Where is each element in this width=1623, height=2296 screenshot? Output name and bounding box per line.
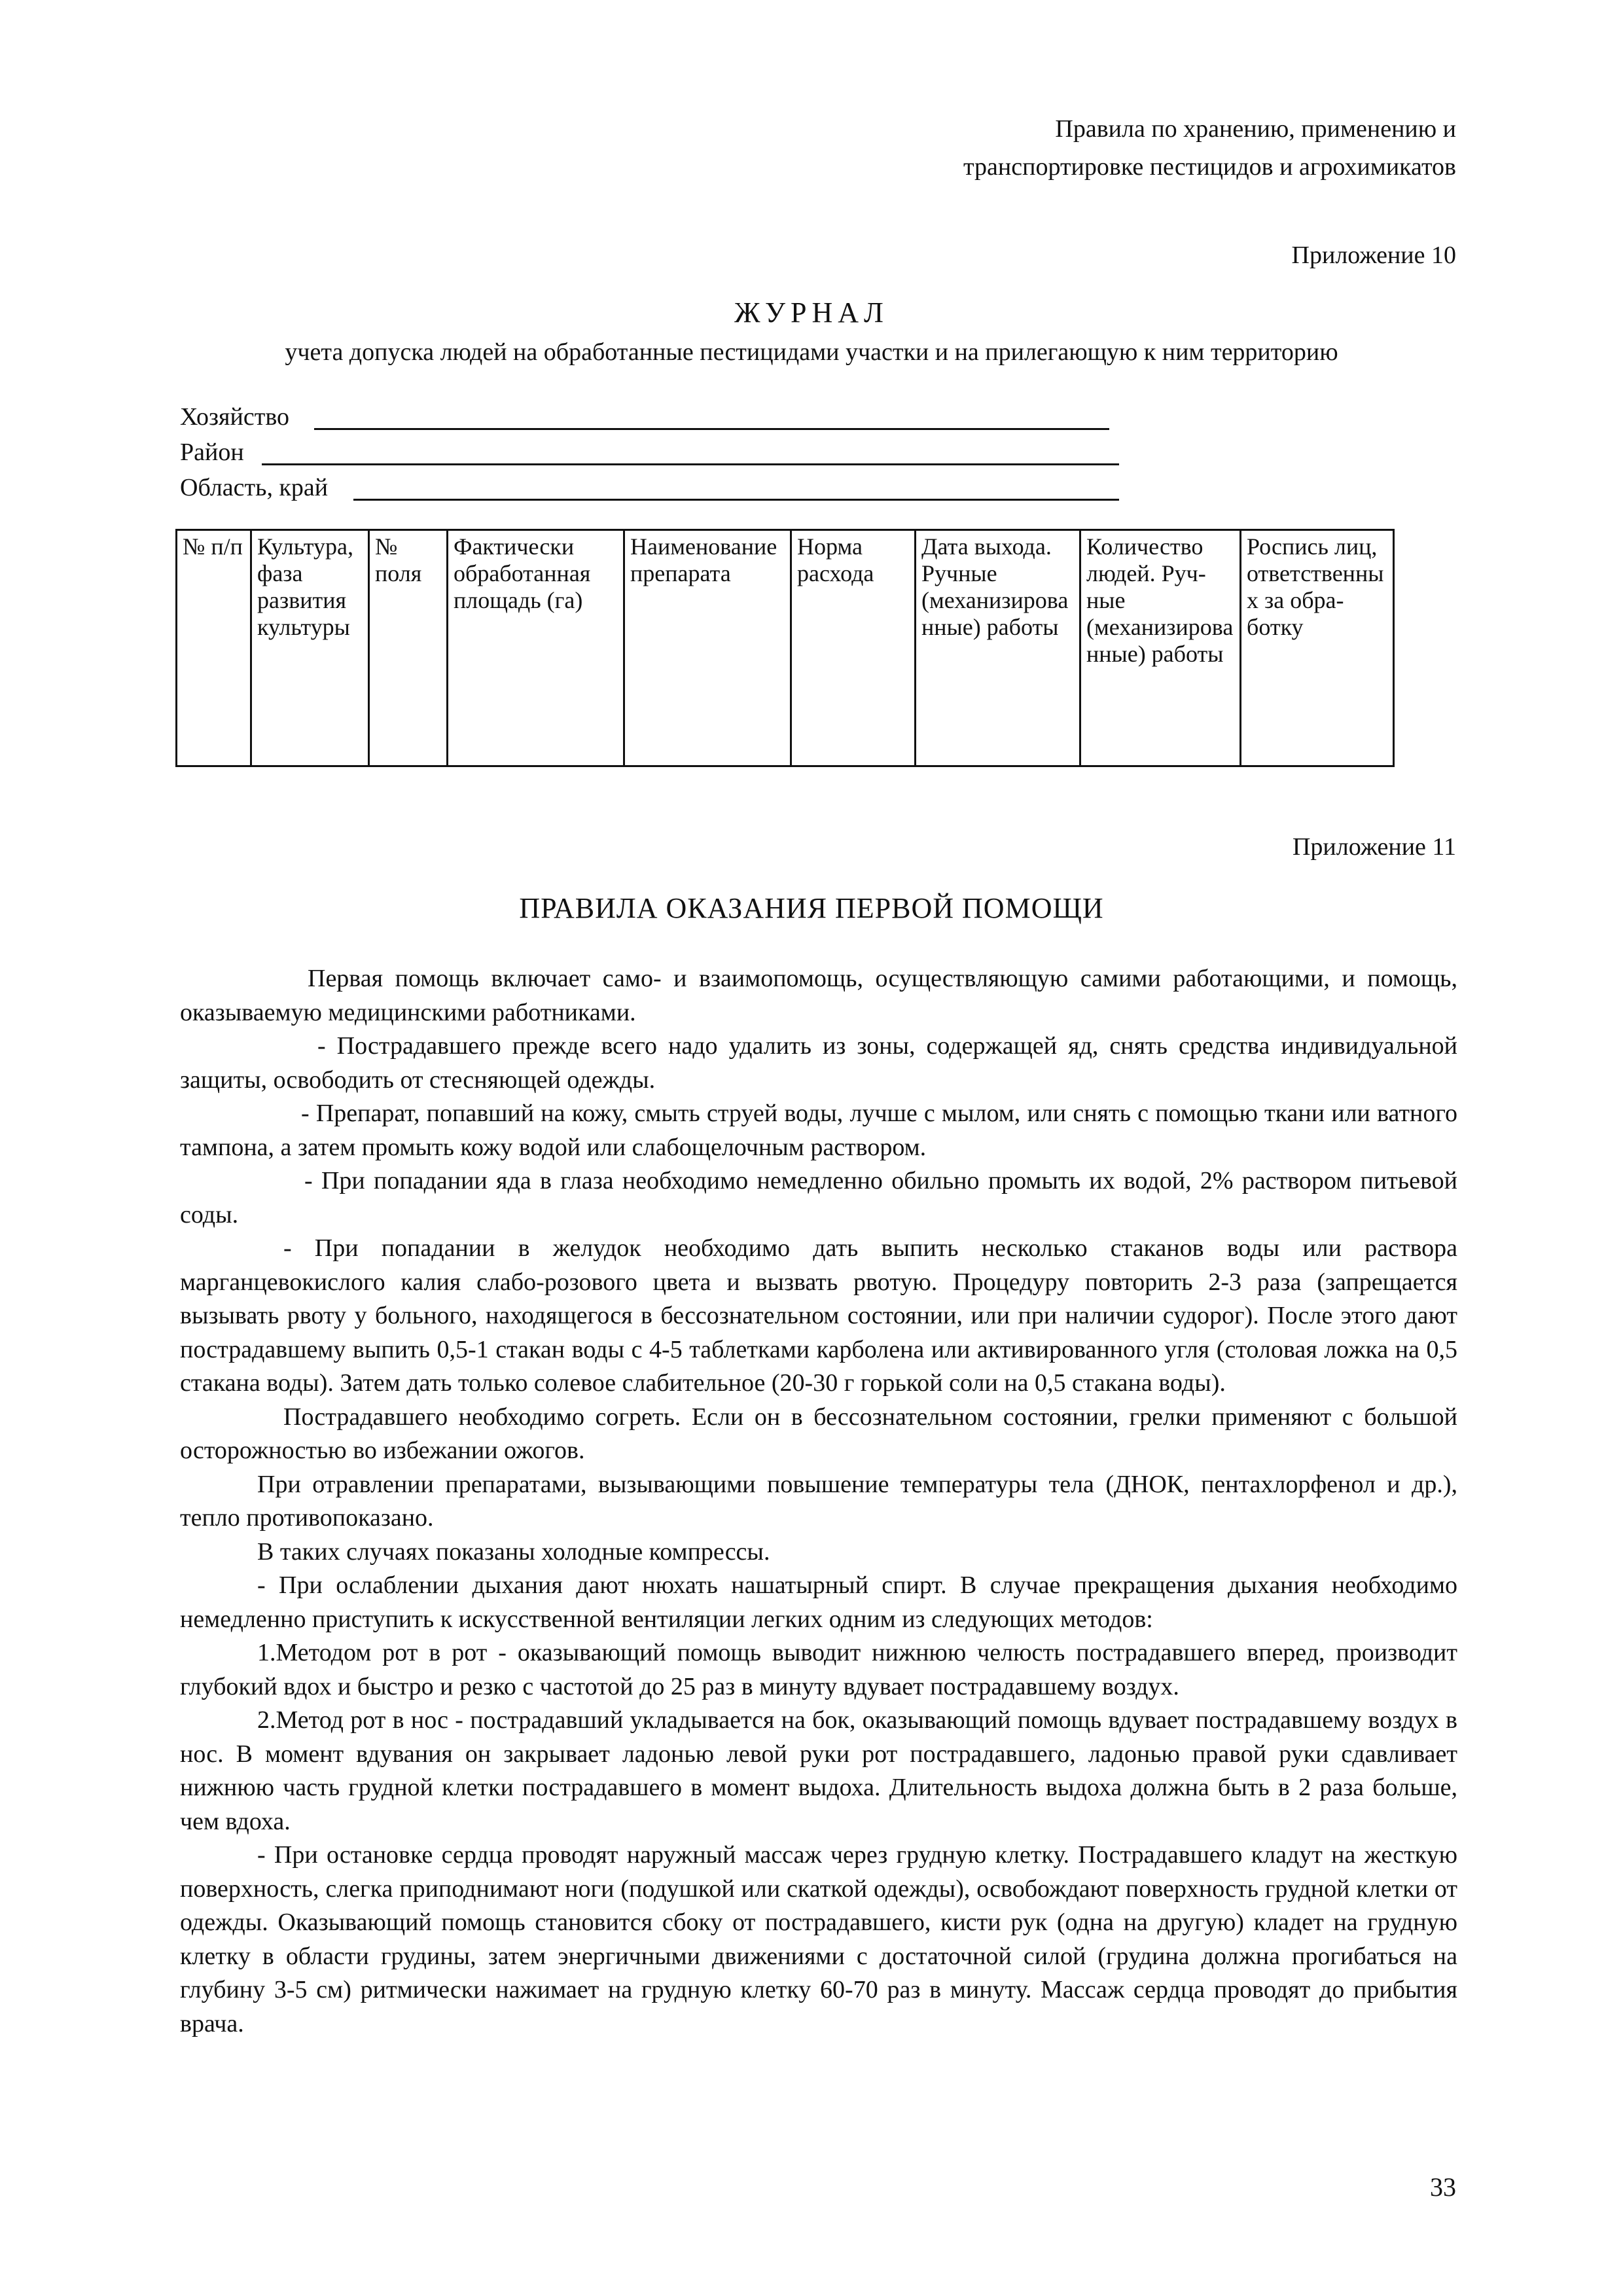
page-number: 33 [1430,2172,1456,2202]
field-district-line [262,463,1119,465]
col-preparation: Наименование препарата [624,530,791,766]
field-district [180,435,328,470]
paragraph-1: Первая помощь включает само- и взаимопомощь, осуществляющую самими работающими, и помощь, оказываемую медицинскими работниками. [180,965,1457,1026]
paragraph-3: - Препарат, попавший на кожу, смыть струей воды, лучше с мылом, или снять с помощью ткани или ватного тампона, а затем промыть кожу водой или слабощелочным раствором. [180,1100,1457,1161]
first-aid-title: ПРАВИЛА ОКАЗАНИЯ ПЕРВОЙ ПОМОЩИ [519,892,1104,924]
journal-title: ЖУРНАЛ [734,296,889,329]
paragraph-4: - При попадании яда в глаза необходимо немедленно обильно промыть их водой, 2% раствором питьевой соды. [180,1167,1457,1229]
col-crop: Культура, фаза развития культуры [251,530,369,766]
journal-header-row [177,530,1394,766]
journal-fields [180,399,328,505]
paragraph-6: Пострадавшего необходимо согреть. Если он в бессознательном состоянии, грелки применяют с большой осторожностью во избежании ожогов. [180,1403,1457,1464]
col-exit-date: Дата выхода. Ручные (механизированные) работы [916,530,1080,766]
field-region [180,470,328,505]
paragraph-2: - Пострадавшего прежде всего надо удалить из зоны, содержащей яд, снять средства индивидуальной защиты, освободить от стесняющей одежды. [180,1032,1457,1094]
field-region-label: Область, край [180,474,329,501]
paragraph-10: 1.Методом рот в рот - оказывающий помощь выводит нижнюю челюсть пострадавшего вперед, производит глубокий вдох и быстро и резко с частотой до 25 раз в минуту вдувает пострадавшему воздух. [180,1639,1457,1700]
running-header-line-2: транспортировке пестицидов и агрохимикатов [963,153,1456,181]
journal-table [175,529,1395,767]
field-farm-label: Хозяйство [180,403,290,431]
field-farm-line [314,428,1109,430]
running-header [963,110,1456,186]
journal-subtitle: учета допуска людей на обработанные пестицидами участки и на прилегающую к ним территорию [285,338,1338,366]
appendix-11-label: Приложение 11 [1292,833,1456,861]
col-signature: Роспись лиц, ответственных за обра-ботку [1241,530,1394,766]
field-farm [180,399,328,435]
col-number: № п/п [177,530,251,766]
appendix-10-label: Приложение 10 [1291,242,1456,269]
col-area: Фактически обработанная площадь (га) [448,530,624,766]
paragraph-9: - При ослаблении дыхания дают нюхать нашатырный спирт. В случае прекращения дыхания необходимо немедленно приступить к искусственной вентиляции легких одним из следующих методов: [180,1571,1457,1633]
paragraph-7: При отравлении препаратами, вызывающими повышение температуры тела (ДНОК, пентахлорфенол и др.), тепло противопоказано. [180,1470,1457,1532]
col-people-count: Количество людей. Руч-ные (механизированные) работы [1080,530,1241,766]
paragraph-8: В таких случаях показаны холодные компрессы. [257,1537,770,1566]
field-region-line [353,499,1119,501]
running-header-line-1: Правила по хранению, применению и [1055,115,1456,143]
col-field-no: № поля [369,530,448,766]
paragraph-12: - При остановке сердца проводят наружный массаж через грудную клетку. Пострадавшего кладут на жесткую поверхность, слегка приподнимают ноги (подушкой или скаткой одежды), освобождают поверхность грудной клетки от одежды. Оказывающий помощь становится сбоку от пострадавшего, кисти рук (одна на другую) кладет на грудную клетку в области грудины, затем энергичными движениями с достаточной силой (грудина должна прогибаться на глубину 3-5 см) ритмически нажимает на грудную клетку 60-70 раз в минуту. Массаж сердца проводят до прибытия врача. [180,1841,1457,2037]
first-aid-body [180,962,1457,2041]
field-district-label: Район [180,439,244,466]
col-rate: Норма расхода [791,530,916,766]
paragraph-11: 2.Метод рот в нос - пострадавший укладывается на бок, оказывающий помощь вдувает пострадавшему воздух в нос. В момент вдувания он закрывает ладонью левой руки рот пострадавшего, ладонью правой руки сдавливает нижнюю часть грудной клетки пострадавшего в момент выдоха. Длительность выдоха должна быть в 2 раза больше, чем вдоха. [180,1706,1457,1835]
paragraph-5: - При попадании в желудок необходимо дать выпить несколько стаканов воды или раствора марганцевокислого калия слабо-розового цвета и вызвать рвотую. Процедуру повторить 2-3 раза (запрещается вызывать рвоту у больного, находящегося в бессознательном состоянии, или при наличии судорог). После этого дают пострадавшему выпить 0,5-1 стакан воды с 4-5 таблетками карболена или активированного угля (столовая ложка на 0,5 стакана воды). Затем дать только солевое слабительное (20-30 г горькой соли на 0,5 стакана воды). [180,1234,1457,1397]
